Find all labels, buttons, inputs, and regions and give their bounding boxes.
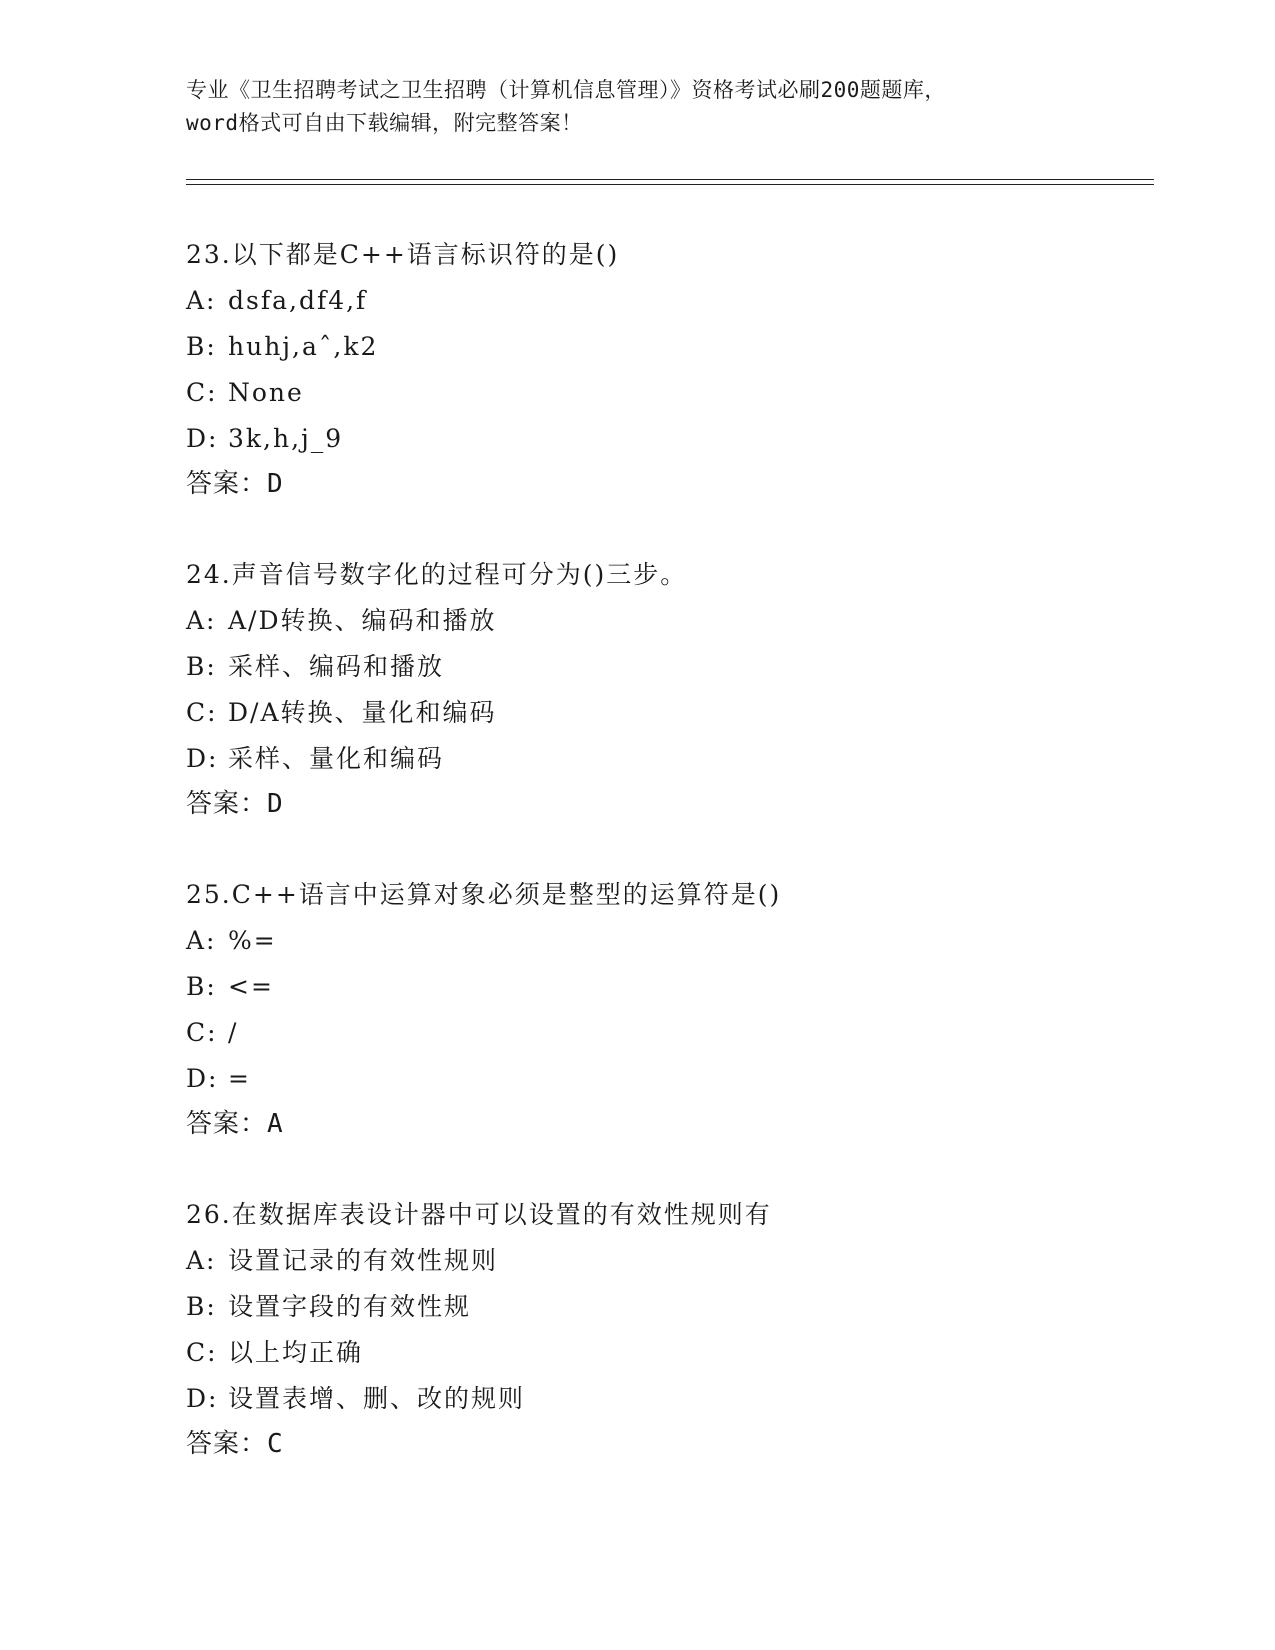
option-d	[186, 1056, 1146, 1102]
header-line-2: word格式可自由下载编辑，附完整答案！	[186, 111, 583, 135]
option-text: =	[228, 1064, 251, 1093]
option-key: A:	[186, 606, 217, 635]
option-key: A:	[186, 1246, 217, 1275]
option-text: /	[228, 1018, 239, 1047]
option-text: D/A转换、量化和编码	[228, 698, 497, 727]
option-text: huhj,aˆ,k2	[228, 332, 379, 361]
answer-value: D	[267, 469, 284, 499]
answer-label: 答案：	[186, 1109, 268, 1139]
option-key: B:	[186, 652, 217, 681]
question-item	[186, 872, 1146, 1146]
option-b	[186, 964, 1146, 1010]
option-text: 3k,h,j_9	[228, 424, 344, 453]
option-key: C:	[186, 1338, 218, 1367]
header-divider-top	[186, 179, 1154, 180]
question-item	[186, 1192, 1146, 1466]
answer-label: 答案：	[186, 789, 268, 819]
option-a	[186, 278, 1146, 324]
option-key: D:	[186, 744, 219, 773]
option-text: 采样、量化和编码	[228, 744, 445, 773]
option-a	[186, 598, 1146, 644]
option-c	[186, 690, 1146, 736]
option-text: %=	[228, 926, 277, 955]
option-d	[186, 1376, 1146, 1422]
answer-line	[186, 1422, 1146, 1466]
answer-line	[186, 1102, 1146, 1146]
header-line-1: 专业《卫生招聘考试之卫生招聘（计算机信息管理）》资格考试必刷200题题库，	[186, 78, 946, 102]
answer-label: 答案：	[186, 1429, 268, 1459]
option-key: B:	[186, 1292, 217, 1321]
option-key: B:	[186, 332, 217, 361]
option-key: C:	[186, 1018, 218, 1047]
option-key: A:	[186, 926, 217, 955]
option-key: D:	[186, 424, 219, 453]
option-text: None	[228, 378, 304, 407]
option-key: C:	[186, 698, 218, 727]
question-item	[186, 232, 1146, 506]
answer-line	[186, 462, 1146, 506]
document-header	[186, 74, 1106, 140]
answer-value: A	[267, 1109, 284, 1139]
answer-line	[186, 782, 1146, 826]
option-text: 采样、编码和播放	[228, 652, 445, 681]
option-b	[186, 324, 1146, 370]
question-stem: 23.以下都是C++语言标识符的是()	[186, 240, 620, 269]
option-text: dsfa,df4,f	[228, 286, 368, 315]
option-text: 设置字段的有效性规	[228, 1292, 472, 1321]
option-text: 设置表增、删、改的规则	[228, 1384, 526, 1413]
option-text: 以上均正确	[228, 1338, 364, 1367]
option-d	[186, 416, 1146, 462]
option-key: C:	[186, 378, 218, 407]
header-divider-bottom	[186, 184, 1154, 185]
option-text: A/D转换、编码和播放	[228, 606, 497, 635]
option-b	[186, 1284, 1146, 1330]
option-d	[186, 736, 1146, 782]
question-stem: 25.C++语言中运算对象必须是整型的运算符是()	[186, 880, 782, 909]
option-c	[186, 1010, 1146, 1056]
answer-label: 答案：	[186, 469, 268, 499]
question-stem: 24.声音信号数字化的过程可分为()三步。	[186, 560, 688, 589]
option-a	[186, 918, 1146, 964]
option-key: A:	[186, 286, 217, 315]
answer-value: C	[267, 1429, 284, 1459]
option-b	[186, 644, 1146, 690]
option-text: <=	[228, 972, 274, 1001]
answer-value: D	[267, 789, 284, 819]
option-a	[186, 1238, 1146, 1284]
question-stem: 26.在数据库表设计器中可以设置的有效性规则有	[186, 1200, 772, 1229]
option-text: 设置记录的有效性规则	[228, 1246, 499, 1275]
option-key: D:	[186, 1064, 219, 1093]
option-c	[186, 370, 1146, 416]
option-key: B:	[186, 972, 217, 1001]
question-list	[186, 232, 1146, 1512]
question-item	[186, 552, 1146, 826]
option-c	[186, 1330, 1146, 1376]
option-key: D:	[186, 1384, 219, 1413]
